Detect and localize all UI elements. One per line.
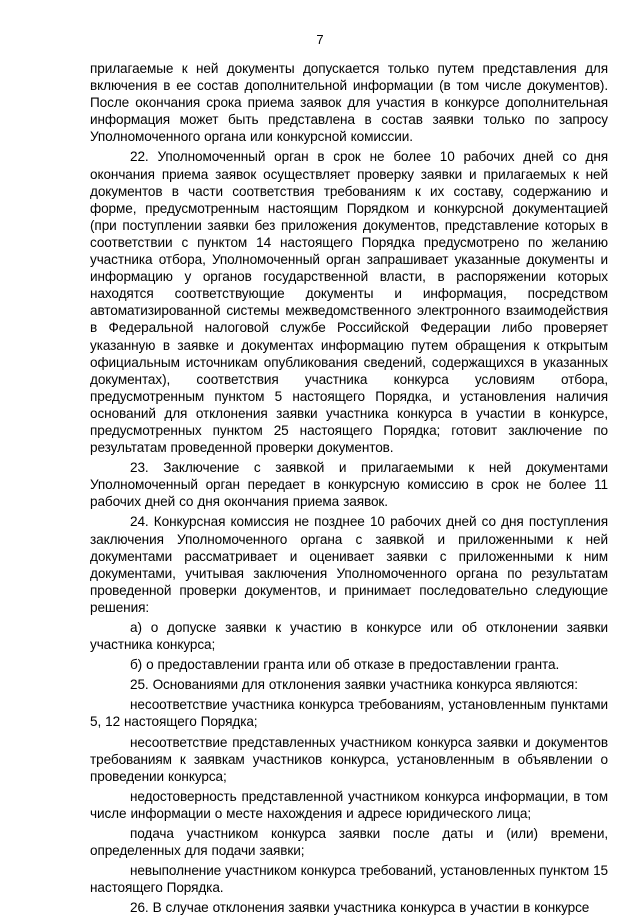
paragraph-25-item-3: недостоверность представленной участником конкурса информации, в том числе информации о месте нахождения и адресе юридического лица; xyxy=(90,788,608,821)
paragraph-22: 22. Уполномоченный орган в срок не более 10 рабочих дней со дня окончания приема заявок осуществляет проверку заявки и прилагаемых к ней документов в части соответствия требованиям к их составу, содержанию и форме, предусмотренным настоящим Порядком и конкурсной документацией (при поступлении заявки без приложения документов, представление которых в соответствии с пунктом 14 настоящего Порядка предусмотрено по желанию участника отбора, Уполномоченный орган запрашивает указанные документы и информацию у органов государственной власти, в распоряжении которых находятся соответствующие документы и информация, посредством автоматизированной системы межведомственного электронного взаимодействия в Федеральной налоговой службе Российской Федерации либо проверяет указанную в заявке и документах информацию путем обращения к открытым официальным источникам опубликования сведений, содержащихся в указанных документах), соответствия участника конкурса условиям отбора, предусмотренным пунктом 5 настоящего Порядка, и установления наличия оснований для отклонения заявки участника конкурса в участии в конкурсе, предусмотренных пунктом 25 настоящего Порядка; готовит заключение по результатам проведенной проверки документов. xyxy=(90,149,608,456)
document-body xyxy=(90,60,608,917)
paragraph-25-item-1: несоответствие участника конкурса требованиям, установленным пунктами 5, 12 настоящего Порядка; xyxy=(90,697,608,730)
paragraph-24-a: а) о допуске заявки к участию в конкурсе или об отклонении заявки участника конкурса; xyxy=(90,620,608,653)
paragraph-23: 23. Заключение с заявкой и прилагаемыми к ней документами Уполномоченный орган передает в конкурсную комиссию в срок не более 11 рабочих дней со дня окончания приема заявок. xyxy=(90,460,608,510)
paragraph-24-b: б) о предоставлении гранта или об отказе в предоставлении гранта. xyxy=(130,657,560,673)
paragraph-25-item-4: подача участником конкурса заявки после даты и (или) времени, определенных для подачи заявки; xyxy=(90,826,608,859)
page-number: 7 xyxy=(316,32,324,47)
paragraph-25-item-2: несоответствие представленных участником конкурса заявки и документов требованиям к заявкам участников конкурса, установленным в объявлении о проведении конкурса; xyxy=(90,734,608,784)
paragraph-25-item-5: невыполнение участником конкурса требований, установленных пунктом 15 настоящего Порядка. xyxy=(90,863,608,896)
paragraph-24: 24. Конкурсная комиссия не позднее 10 рабочих дней со дня поступления заключения Уполномоченного органа с заявкой и приложенными к ней документами рассматривает и оценивает заявки с приложенными к ним документами, учитывая заключения Уполномоченного органа по результатам проведенной проверки документов, и принимает последовательно следующие решения: xyxy=(90,514,608,615)
paragraph-25: 25. Основаниями для отклонения заявки участника конкурса являются: xyxy=(130,677,578,693)
paragraph-continuation: прилагаемые к ней документы допускается только путем представления для включения в ее состав дополнительной информации (в том числе документов). После окончания срока приема заявок для участия в конкурсе дополнительная информация может быть представлена в состав заявки только по запросу Уполномоченного органа или конкурсной комиссии. xyxy=(90,61,608,145)
paragraph-26: 26. В случае отклонения заявки участника конкурса в участии в конкурсе xyxy=(130,900,590,916)
